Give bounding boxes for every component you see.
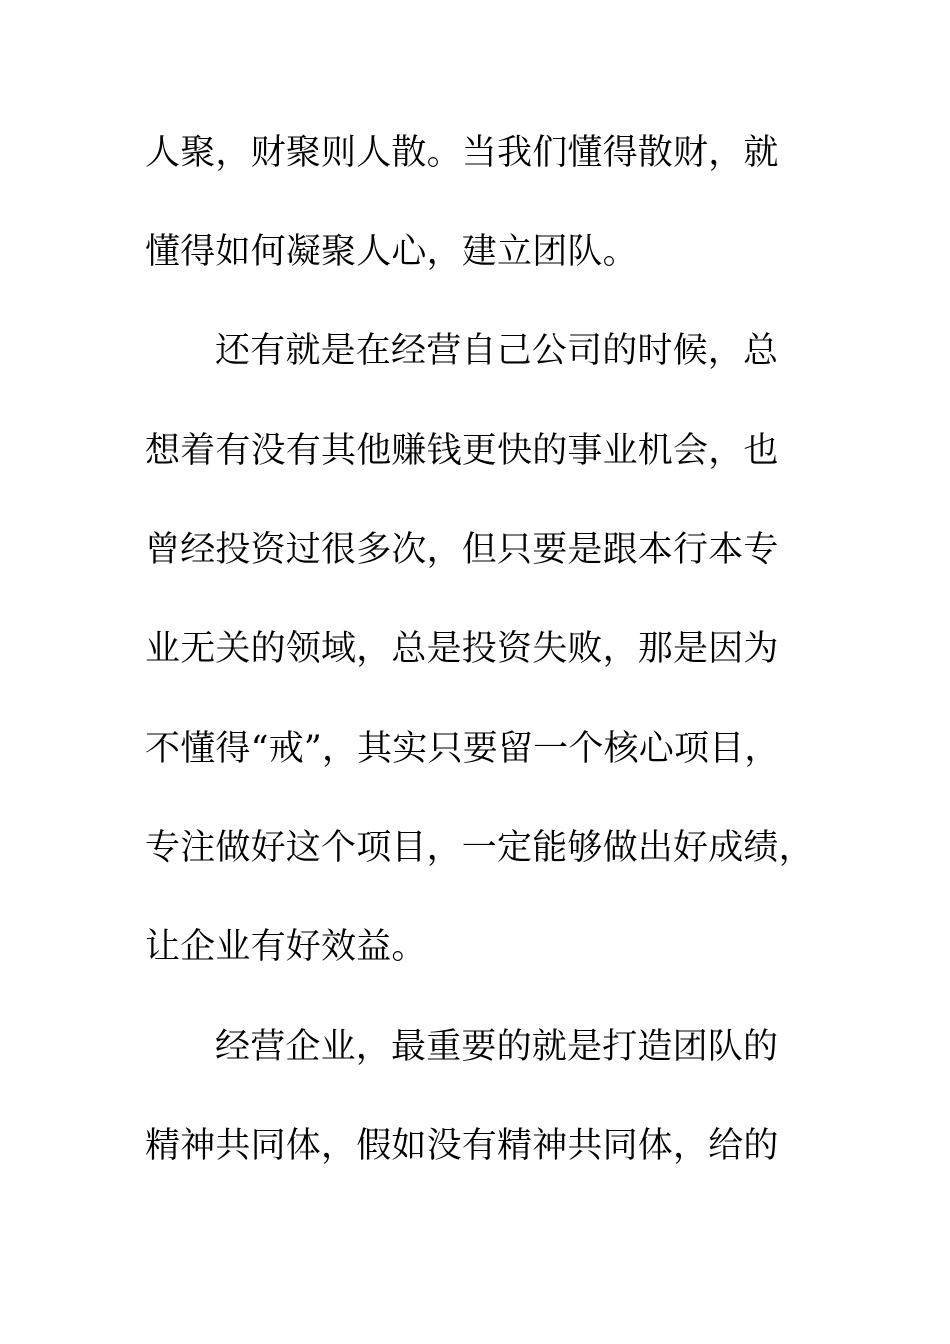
paragraph-start-line: 经营企业，最重要的就是打造团队的	[215, 1027, 779, 1067]
text-line: 曾经投资过很多次，但只要是跟本行本专	[145, 530, 779, 570]
text-line: 让企业有好效益。	[145, 927, 427, 967]
text-line: 懂得如何凝聚人心，建立团队。	[145, 232, 638, 272]
paragraph-start-line: 还有就是在经营自己公司的时候，总	[215, 331, 779, 371]
text-line: 业无关的领域，总是投资失败，那是因为	[145, 629, 779, 669]
text-line: 人聚，财聚则人散。当我们懂得散财，就	[145, 133, 779, 173]
text-line: 不懂得“戒”，其实只要留一个核心项目，	[145, 729, 780, 769]
text-line: 精神共同体，假如没有精神共同体，给的	[145, 1126, 779, 1166]
text-line: 想着有没有其他赚钱更快的事业机会，也	[145, 431, 779, 471]
text-line: 专注做好这个项目，一定能够做出好成绩，	[145, 828, 814, 868]
